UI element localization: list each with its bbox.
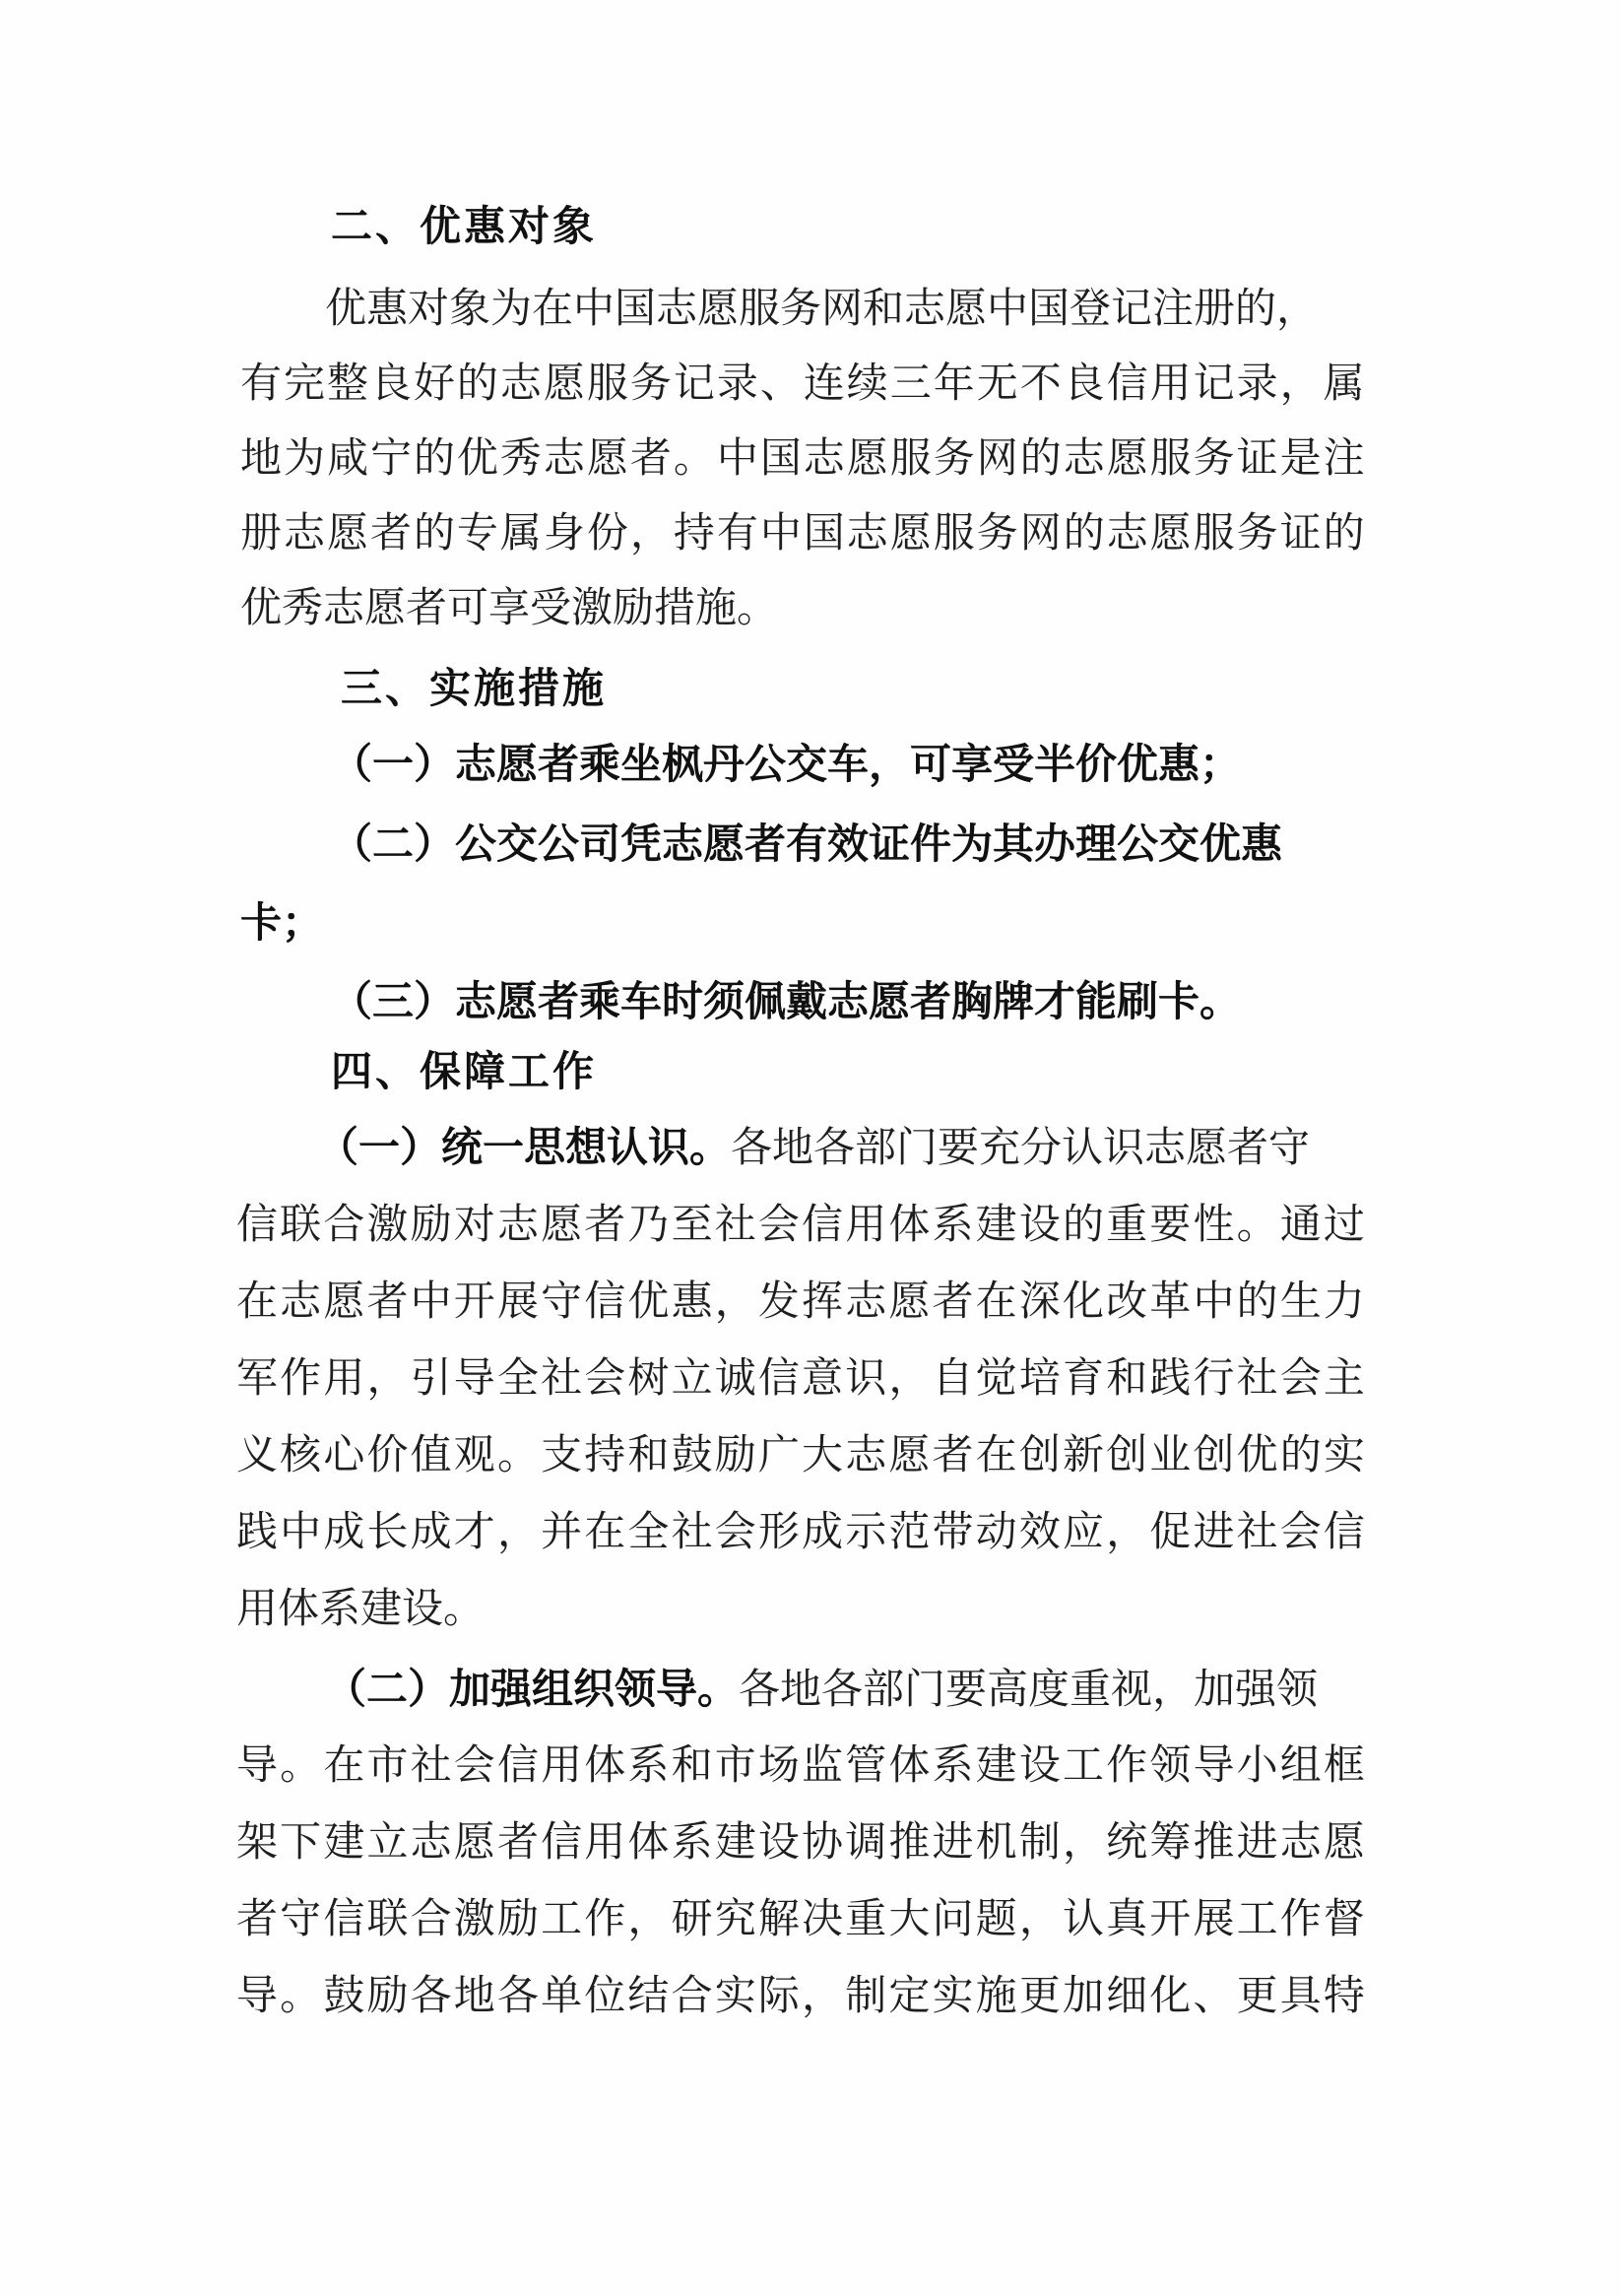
section-heading-2: 二、优惠对象 bbox=[331, 202, 598, 250]
measure-item-2: （二）公交公司凭志愿者有效证件为其办理公交优惠 bbox=[331, 820, 1283, 868]
paragraph-line: 在 志 愿 者 中 开 展 守 信 优 惠 ， 发 挥 志 愿 者 在 深 化 改 革 中 的 生 力 bbox=[236, 1277, 1365, 1325]
paragraph-line: 优惠对象为在中国志愿服务网和志愿中国登记注册的， bbox=[325, 284, 1319, 332]
paragraph-line: 义 核 心 价 值 观 。 支 持 和 鼓 励 广 大 志 愿 者 在 创 新 创 业 创 优 的 实 bbox=[236, 1430, 1365, 1478]
paragraph-line: 优秀志愿者可享受激励措施。 bbox=[240, 583, 779, 631]
paragraph-text: 各地各部门要充分认识志愿者守 bbox=[731, 1123, 1311, 1171]
section-heading-3: 三、实施措施 bbox=[341, 664, 608, 712]
paragraph-line: 用体系建设。 bbox=[236, 1584, 486, 1632]
paragraph-line: 册 志 愿 者 的 专 属 身 份 ， 持 有 中 国 志 愿 服 务 网 的 志 愿 服 务 证 的 bbox=[240, 508, 1365, 557]
paragraph-line bbox=[325, 1660, 1318, 1719]
paragraph-line: 导 。 在 市 社 会 信 用 体 系 和 市 场 监 管 体 系 建 设 工 作 领 导 小 组 框 bbox=[236, 1740, 1365, 1789]
paragraph-line: 军 作 用 ， 引 导 全 社 会 树 立 诚 信 意 识 ， 自 觉 培 育 和 践 行 社 会 主 bbox=[236, 1353, 1365, 1402]
measure-item-3: （三）志愿者乘车时须佩戴志愿者胸牌才能刷卡。 bbox=[331, 977, 1242, 1025]
paragraph-line: 导 。 鼓 励 各 地 各 单 位 结 合 实 际 ， 制 定 实 施 更 加 细 化 、 更 具 特 bbox=[236, 1971, 1365, 2019]
paragraph-line: 践 中 成 长 成 才 ， 并 在 全 社 会 形 成 示 范 带 动 效 应 ， 促 进 社 会 信 bbox=[236, 1507, 1365, 1555]
paragraph-line bbox=[317, 1118, 1310, 1177]
paragraph-line: 信 联 合 激 励 对 志 愿 者 乃 至 社 会 信 用 体 系 建 设 的 重 要 性 。 通 过 bbox=[236, 1200, 1365, 1248]
measure-item-2-cont: 卡； bbox=[240, 898, 324, 947]
paragraph-line: 有 完 整 良 好 的 志 愿 服 务 记 录 、 连 续 三 年 无 不 良 信 用 记 录 ， 属 bbox=[240, 359, 1365, 407]
subsection-title: （一）统一思想认识。 bbox=[317, 1123, 732, 1171]
subsection-title: （二）加强组织领导。 bbox=[325, 1665, 740, 1713]
paragraph-line: 者 守 信 联 合 激 励 工 作 ， 研 究 解 决 重 大 问 题 ， 认 真 开 展 工 作 督 bbox=[236, 1894, 1365, 1942]
paragraph-text: 各地各部门要高度重视，加强领 bbox=[739, 1665, 1319, 1713]
measure-item-1: （一）志愿者乘坐枫丹公交车，可享受半价优惠； bbox=[331, 740, 1242, 788]
paragraph-line: 架 下 建 立 志 愿 者 信 用 体 系 建 设 协 调 推 进 机 制 ， 统 筹 推 进 志 愿 bbox=[236, 1817, 1365, 1866]
section-heading-4: 四、保障工作 bbox=[331, 1047, 598, 1095]
paragraph-line: 地 为 咸 宁 的 优 秀 志 愿 者 。 中 国 志 愿 服 务 网 的 志 愿 服 务 证 是 注 bbox=[240, 433, 1365, 482]
